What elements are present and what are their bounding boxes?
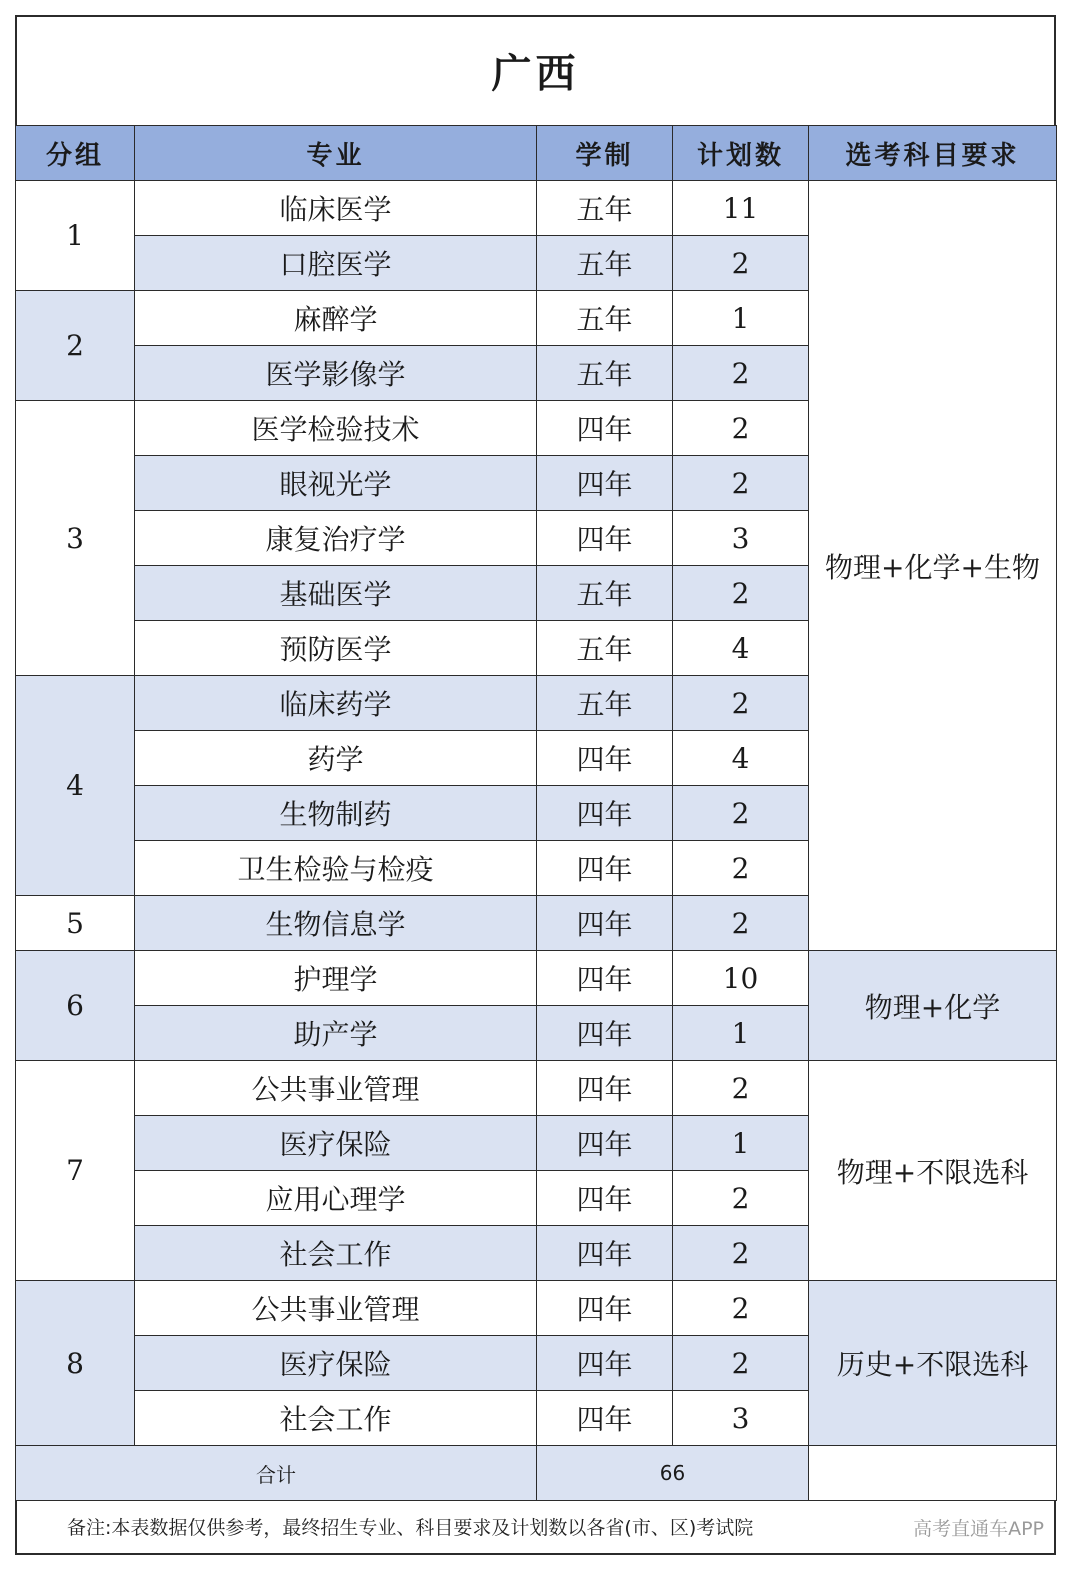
requirement-cell: 历史+不限选科	[809, 1281, 1057, 1446]
major-cell: 预防医学	[135, 621, 537, 676]
major-cell: 医疗保险	[135, 1116, 537, 1171]
plan-cell: 1	[673, 1116, 809, 1171]
major-cell: 临床药学	[135, 676, 537, 731]
years-cell: 五年	[537, 181, 673, 236]
years-cell: 五年	[537, 236, 673, 291]
plan-cell: 3	[673, 511, 809, 566]
table-row	[16, 951, 1057, 1006]
plan-cell: 2	[673, 346, 809, 401]
plan-cell: 2	[673, 566, 809, 621]
plan-cell: 2	[673, 1171, 809, 1226]
years-cell: 四年	[537, 1171, 673, 1226]
plan-cell: 4	[673, 621, 809, 676]
plan-cell: 10	[673, 951, 809, 1006]
page-title: 广西	[491, 50, 580, 97]
major-cell: 眼视光学	[135, 456, 537, 511]
plan-cell: 2	[673, 841, 809, 896]
major-cell: 社会工作	[135, 1226, 537, 1281]
major-cell: 医学检验技术	[135, 401, 537, 456]
total-row	[16, 1446, 1057, 1501]
header-requirement: 选考科目要求	[809, 126, 1057, 181]
years-cell: 四年	[537, 1226, 673, 1281]
major-cell: 公共事业管理	[135, 1061, 537, 1116]
years-cell: 四年	[537, 1281, 673, 1336]
major-cell: 康复治疗学	[135, 511, 537, 566]
years-cell: 五年	[537, 346, 673, 401]
major-cell: 医学影像学	[135, 346, 537, 401]
total-value: 66	[537, 1446, 809, 1501]
table-header-row	[16, 126, 1057, 181]
major-cell: 生物信息学	[135, 896, 537, 951]
years-cell: 四年	[537, 1336, 673, 1391]
years-cell: 五年	[537, 676, 673, 731]
plan-cell: 2	[673, 896, 809, 951]
major-cell: 社会工作	[135, 1391, 537, 1446]
requirement-cell: 物理+化学+生物	[809, 181, 1057, 951]
group-cell: 7	[16, 1061, 135, 1281]
plan-cell: 3	[673, 1391, 809, 1446]
plan-cell: 1	[673, 1006, 809, 1061]
years-cell: 四年	[537, 401, 673, 456]
years-cell: 五年	[537, 291, 673, 346]
header-years: 学制	[537, 126, 673, 181]
table-row	[16, 1281, 1057, 1336]
major-cell: 卫生检验与检疫	[135, 841, 537, 896]
group-cell: 4	[16, 676, 135, 896]
footnote: 备注:本表数据仅供参考，最终招生专业、科目要求及计划数以各省(市、区)考试院	[67, 1517, 754, 1539]
group-cell: 1	[16, 181, 135, 291]
years-cell: 四年	[537, 951, 673, 1006]
plan-cell: 2	[673, 676, 809, 731]
major-cell: 护理学	[135, 951, 537, 1006]
total-empty-cell	[809, 1446, 1057, 1501]
plan-cell: 11	[673, 181, 809, 236]
group-cell: 8	[16, 1281, 135, 1446]
requirement-cell: 物理+化学	[809, 951, 1057, 1061]
requirement-cell: 物理+不限选科	[809, 1061, 1057, 1281]
group-cell: 6	[16, 951, 135, 1061]
table-row	[16, 1061, 1057, 1116]
major-cell: 基础医学	[135, 566, 537, 621]
group-cell: 3	[16, 401, 135, 676]
years-cell: 四年	[537, 1391, 673, 1446]
plan-cell: 2	[673, 1281, 809, 1336]
years-cell: 四年	[537, 786, 673, 841]
years-cell: 四年	[537, 456, 673, 511]
years-cell: 四年	[537, 731, 673, 786]
plan-cell: 2	[673, 1061, 809, 1116]
plan-cell: 2	[673, 1336, 809, 1391]
major-cell: 口腔医学	[135, 236, 537, 291]
header-group: 分组	[16, 126, 135, 181]
total-label: 合计	[16, 1446, 537, 1501]
major-cell: 药学	[135, 731, 537, 786]
major-cell: 公共事业管理	[135, 1281, 537, 1336]
years-cell: 四年	[537, 511, 673, 566]
years-cell: 四年	[537, 896, 673, 951]
major-cell: 麻醉学	[135, 291, 537, 346]
header-major: 专业	[135, 126, 537, 181]
enrollment-table	[15, 125, 1057, 1501]
years-cell: 五年	[537, 566, 673, 621]
plan-cell: 1	[673, 291, 809, 346]
plan-cell: 2	[673, 1226, 809, 1281]
plan-cell: 2	[673, 456, 809, 511]
group-cell: 2	[16, 291, 135, 401]
plan-cell: 2	[673, 786, 809, 841]
table-row	[16, 181, 1057, 236]
watermark: 高考直通车APP	[913, 1518, 1044, 1540]
major-cell: 临床医学	[135, 181, 537, 236]
major-cell: 生物制药	[135, 786, 537, 841]
years-cell: 四年	[537, 1006, 673, 1061]
header-plan: 计划数	[673, 126, 809, 181]
major-cell: 医疗保险	[135, 1336, 537, 1391]
years-cell: 四年	[537, 841, 673, 896]
major-cell: 助产学	[135, 1006, 537, 1061]
years-cell: 五年	[537, 621, 673, 676]
plan-cell: 4	[673, 731, 809, 786]
major-cell: 应用心理学	[135, 1171, 537, 1226]
group-cell: 5	[16, 896, 135, 951]
years-cell: 四年	[537, 1061, 673, 1116]
years-cell: 四年	[537, 1116, 673, 1171]
plan-cell: 2	[673, 236, 809, 291]
plan-cell: 2	[673, 401, 809, 456]
